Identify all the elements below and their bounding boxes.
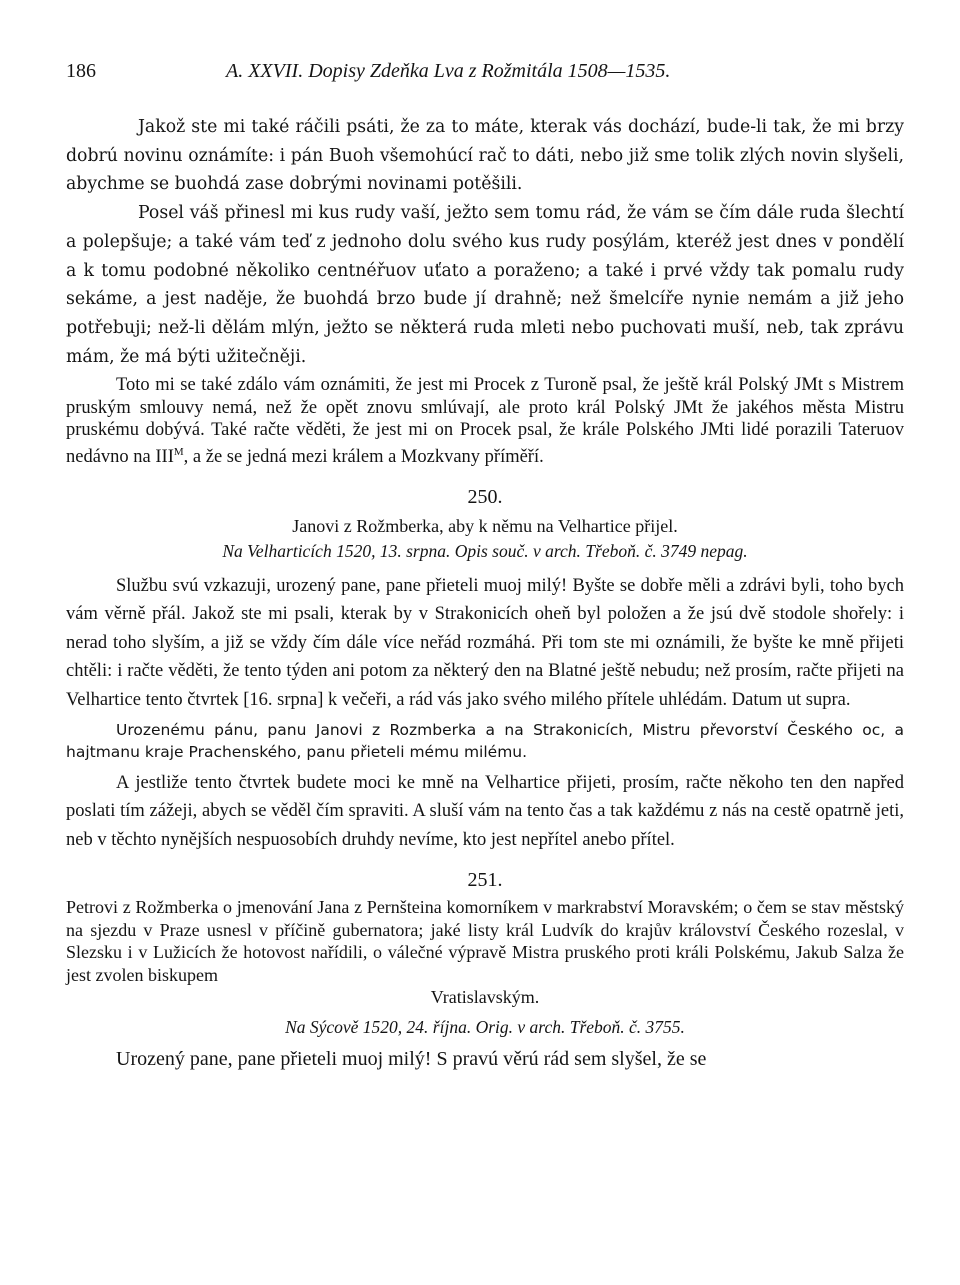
superscript-m: M <box>173 446 184 459</box>
letter-251-summary-last: Vratislavským. <box>430 987 540 1008</box>
letter-250-summary: Janovi z Rožmberka, aby k němu na Velhartice přijel. <box>292 515 678 536</box>
letter-250-paragraph-2: A jestliže tento čtvrtek budete moci ke mně na Velhartice přijeti, prosím, račte někoho ten den napřed poslati tím zážeji, abych se věděl čím spraviti. A sluší vám na tento čas a tak každému z nás na cestě opatrně jeti, neb v těchto nynějších nespuosobích druhdy nevíme, kto jest nepřítel anebo přítel. <box>66 772 904 850</box>
paragraph-intro-3 <box>66 374 904 468</box>
document-page <box>66 56 904 1071</box>
paragraph-intro-1: Jakož ste mi také ráčili psáti, že za to máte, kterak vás dochází, bude-li tak, že mi brzy dobrú novinu oznámíte: i pán Buoh všemohúcí rač to dáti, nebo již sme tolik zlých novin slyšeli, abychme se buohdá zase dobrými novinami potěšili. <box>66 117 904 195</box>
letter-number-251: 251. <box>467 869 503 892</box>
letter-251-summary: Petrovi z Rožmberka o jmenování Jana z Pernšteina komorníkem v markrabství Moravském; o čem se stav městský na sjezdu v Praze usnesl v příčině gubernatora; jaké listy král Ludvík do krajův království Českého rozeslal, v Slezsku i v Lužicích že hotovost nařídili, o válečné výpravě Mistra pruského proti králi Polskému, Jakub Salza že jest zvolen biskupem <box>66 897 904 985</box>
letter-250-address: Urozenému pánu, panu Janovi z Rozmberka a na Strakonicích, Mistru převorství Českého oc, a hajtmanu kraje Prachenského, panu přieteli mému milému. <box>66 720 904 761</box>
page-number: 186 <box>66 60 96 82</box>
letter-251-paragraph-1: Urozený pane, pane přieteli muoj milý! S pravú věrú rád sem slyšel, že se <box>116 1048 707 1071</box>
letter-250-paragraph-1: Službu svú vzkazuji, urozený pane, pane přieteli muoj milý! Byšte se dobře měli a zdrávi byli, toho bych vám věrně přál. Jakož ste mi psali, kterak by v Strakonicích oheň byl položen a že jsú dvě stodole shořely: i nerad toho slyším, a již se vždy čím dále více neřád rozmáhá. Při tom ste mi oznámili, že byšte ke mně přijeti chtěli: i račte věděti, že tento týden ani potom za některý den na Blatné ještě nebudu; než prosím, račte přijeti na Velhartice tento čtvrtek [16. srpna] k večeři, a rád vás jako svého milého přítele uhlédám. Datum ut supra. <box>66 575 904 711</box>
paragraph-intro-2: Posel váš přinesl mi kus rudy vaší, ježto sem tomu rád, že vám se čím dále ruda šlechtí a polepšuje; a také vám teď z jednoho dolu svého kus rudy posýlám, kteréž jest dnes v pondělí a k tomu podobné několiko centnéřuov uťato a poraženo; a také i prvé vždy tak pomalu rudy sekáme, a jest naděje, že buohdá brzo bude jí drahně; než šmelcíře nynie nemám a již jeho potřebuji; než-li dělám mlýn, ježto se některá ruda mleti nebo puchovati muší, neb, tak zprávu mám, že má býti užitečněji. <box>66 203 904 367</box>
paragraph-intro-3-end: , a že se jedná mezi králem a Mozkvany příměří. <box>183 447 544 468</box>
letter-251-source: Na Sýcově 1520, 24. října. Orig. v arch. Třeboň. č. 3755. <box>285 1017 685 1038</box>
page-header <box>66 56 904 92</box>
running-title: A. XXVII. Dopisy Zdeňka Lva z Rožmitála 1508—1535. <box>226 60 671 82</box>
paragraph-intro-3-text: Toto mi se také zdálo vám oznámiti, že jest mi Procek z Turoně psal, že ještě král Polský JMt s Mistrem pruským smlouvy nemá, než že opět znovu smlúvají, ale proto král Polský JMt že jakéhos města Mistru pruskému dobývá. Také račte věděti, že jest mi on Procek psal, že krále Polského JMti lidé porazili Tateruov nedávno na III <box>66 375 904 468</box>
letter-number-250: 250. <box>467 485 503 508</box>
letter-250-source: Na Velharticích 1520, 13. srpna. Opis souč. v arch. Třeboň. č. 3749 nepag. <box>222 540 748 561</box>
